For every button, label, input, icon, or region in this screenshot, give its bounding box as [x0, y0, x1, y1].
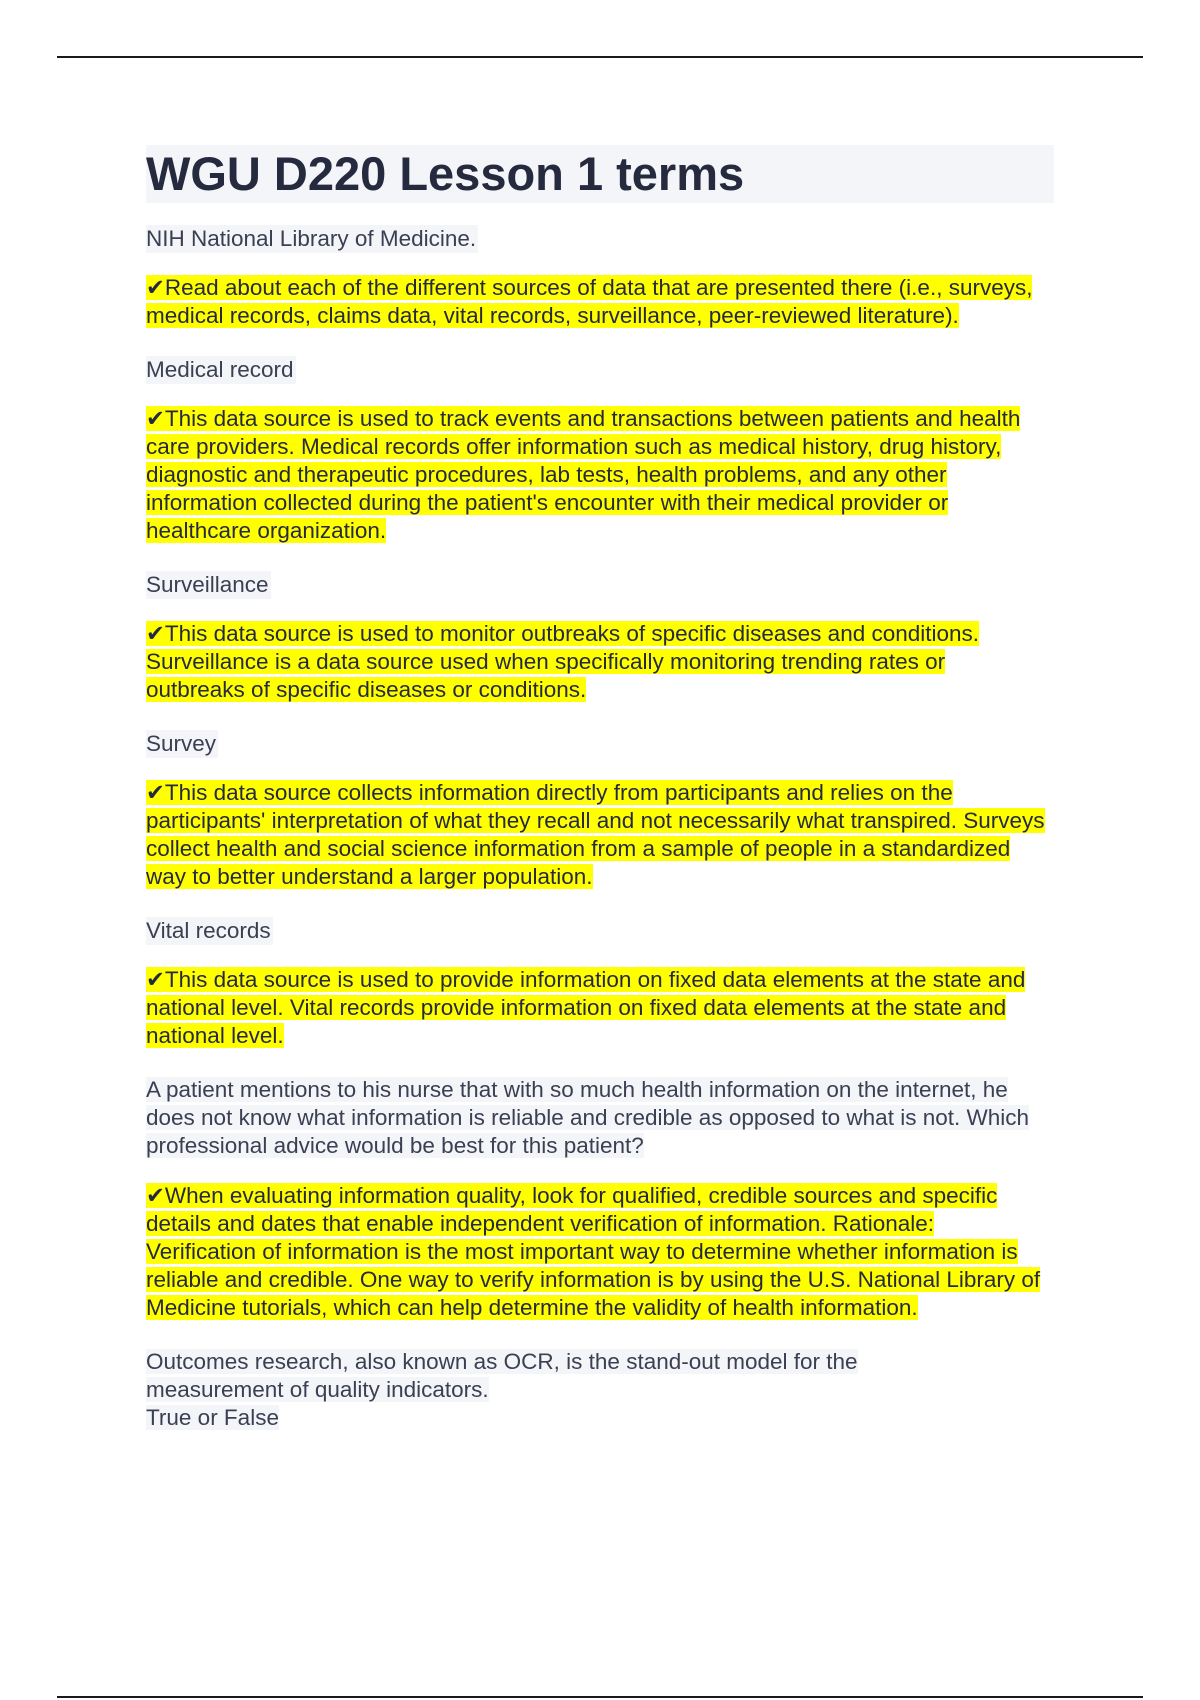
term-label: Medical record	[146, 357, 294, 382]
entry-patient-question	[146, 1076, 1054, 1322]
answer-highlight: ✔When evaluating information quality, look for qualified, credible sources and specific details and dates that enable independent verification of information. Rationale: Verification of information is the most important way to determine whether information is reliable and credible. One way to verify information is by using the U.S. National Library of Medicine tutorials, which can help determine the validity of health information.	[146, 1183, 1041, 1320]
answer-highlight: ✔This data source is used to provide information on fixed data elements at the state and national level. Vital records provide information on fixed data elements at the state and national level.	[146, 967, 1026, 1048]
final-question-text	[146, 1348, 926, 1432]
entry-medical-record	[146, 356, 1054, 545]
bottom-rule	[57, 1696, 1143, 1698]
answer-text	[146, 620, 1046, 704]
answer-text	[146, 405, 1046, 545]
top-rule	[57, 56, 1143, 58]
entry-final-question	[146, 1348, 1054, 1432]
entry-vital-records	[146, 917, 1054, 1050]
answer-highlight: ✔This data source is used to track events and transactions between patients and health care providers. Medical records offer information such as medical history, drug history, diagnostic and therapeutic procedures, lab tests, health problems, and any other information collected during the patient's encounter with their medical provider or healthcare organization.	[146, 406, 1021, 543]
entry-survey	[146, 730, 1054, 891]
answer-text	[146, 274, 1046, 330]
title-band	[146, 145, 1054, 203]
answer-text	[146, 1182, 1046, 1322]
answer-highlight: ✔Read about each of the different sources of data that are presented there (i.e., surveys, medical records, claims data, vital records, surveillance, peer-reviewed literature).	[146, 275, 1033, 328]
answer-highlight: ✔This data source collects information directly from participants and relies on the participants' interpretation of what they recall and not necessarily what transpired. Surveys collect health and social science information from a sample of people in a standardized way to better understand a larger population.	[146, 780, 1045, 889]
answer-text	[146, 966, 1046, 1050]
term-label: Survey	[146, 731, 217, 756]
term-label: Vital records	[146, 918, 271, 943]
question-text	[146, 1076, 1058, 1160]
answer-highlight: ✔This data source is used to monitor outbreaks of specific diseases and conditions. Surveillance is a data source used when specifically monitoring trending rates or outbreaks of specific diseases or conditions.	[146, 621, 980, 702]
term-label: Surveillance	[146, 572, 269, 597]
document-body	[146, 145, 1054, 1454]
answer-text	[146, 779, 1046, 891]
term-label: NIH National Library of Medicine.	[146, 226, 477, 251]
final-question-line2: True or False	[146, 1405, 279, 1430]
entry-nih	[146, 225, 1054, 330]
document-title: WGU D220 Lesson 1 terms	[146, 147, 745, 200]
question-background: A patient mentions to his nurse that with so much health information on the internet, he does not know what information is reliable and credible as opposed to what is not. Which professional advice would be best for this patient?	[146, 1077, 1029, 1158]
final-question-line1: Outcomes research, also known as OCR, is the stand-out model for the measurement of quality indicators.	[146, 1349, 858, 1402]
entry-surveillance	[146, 571, 1054, 704]
